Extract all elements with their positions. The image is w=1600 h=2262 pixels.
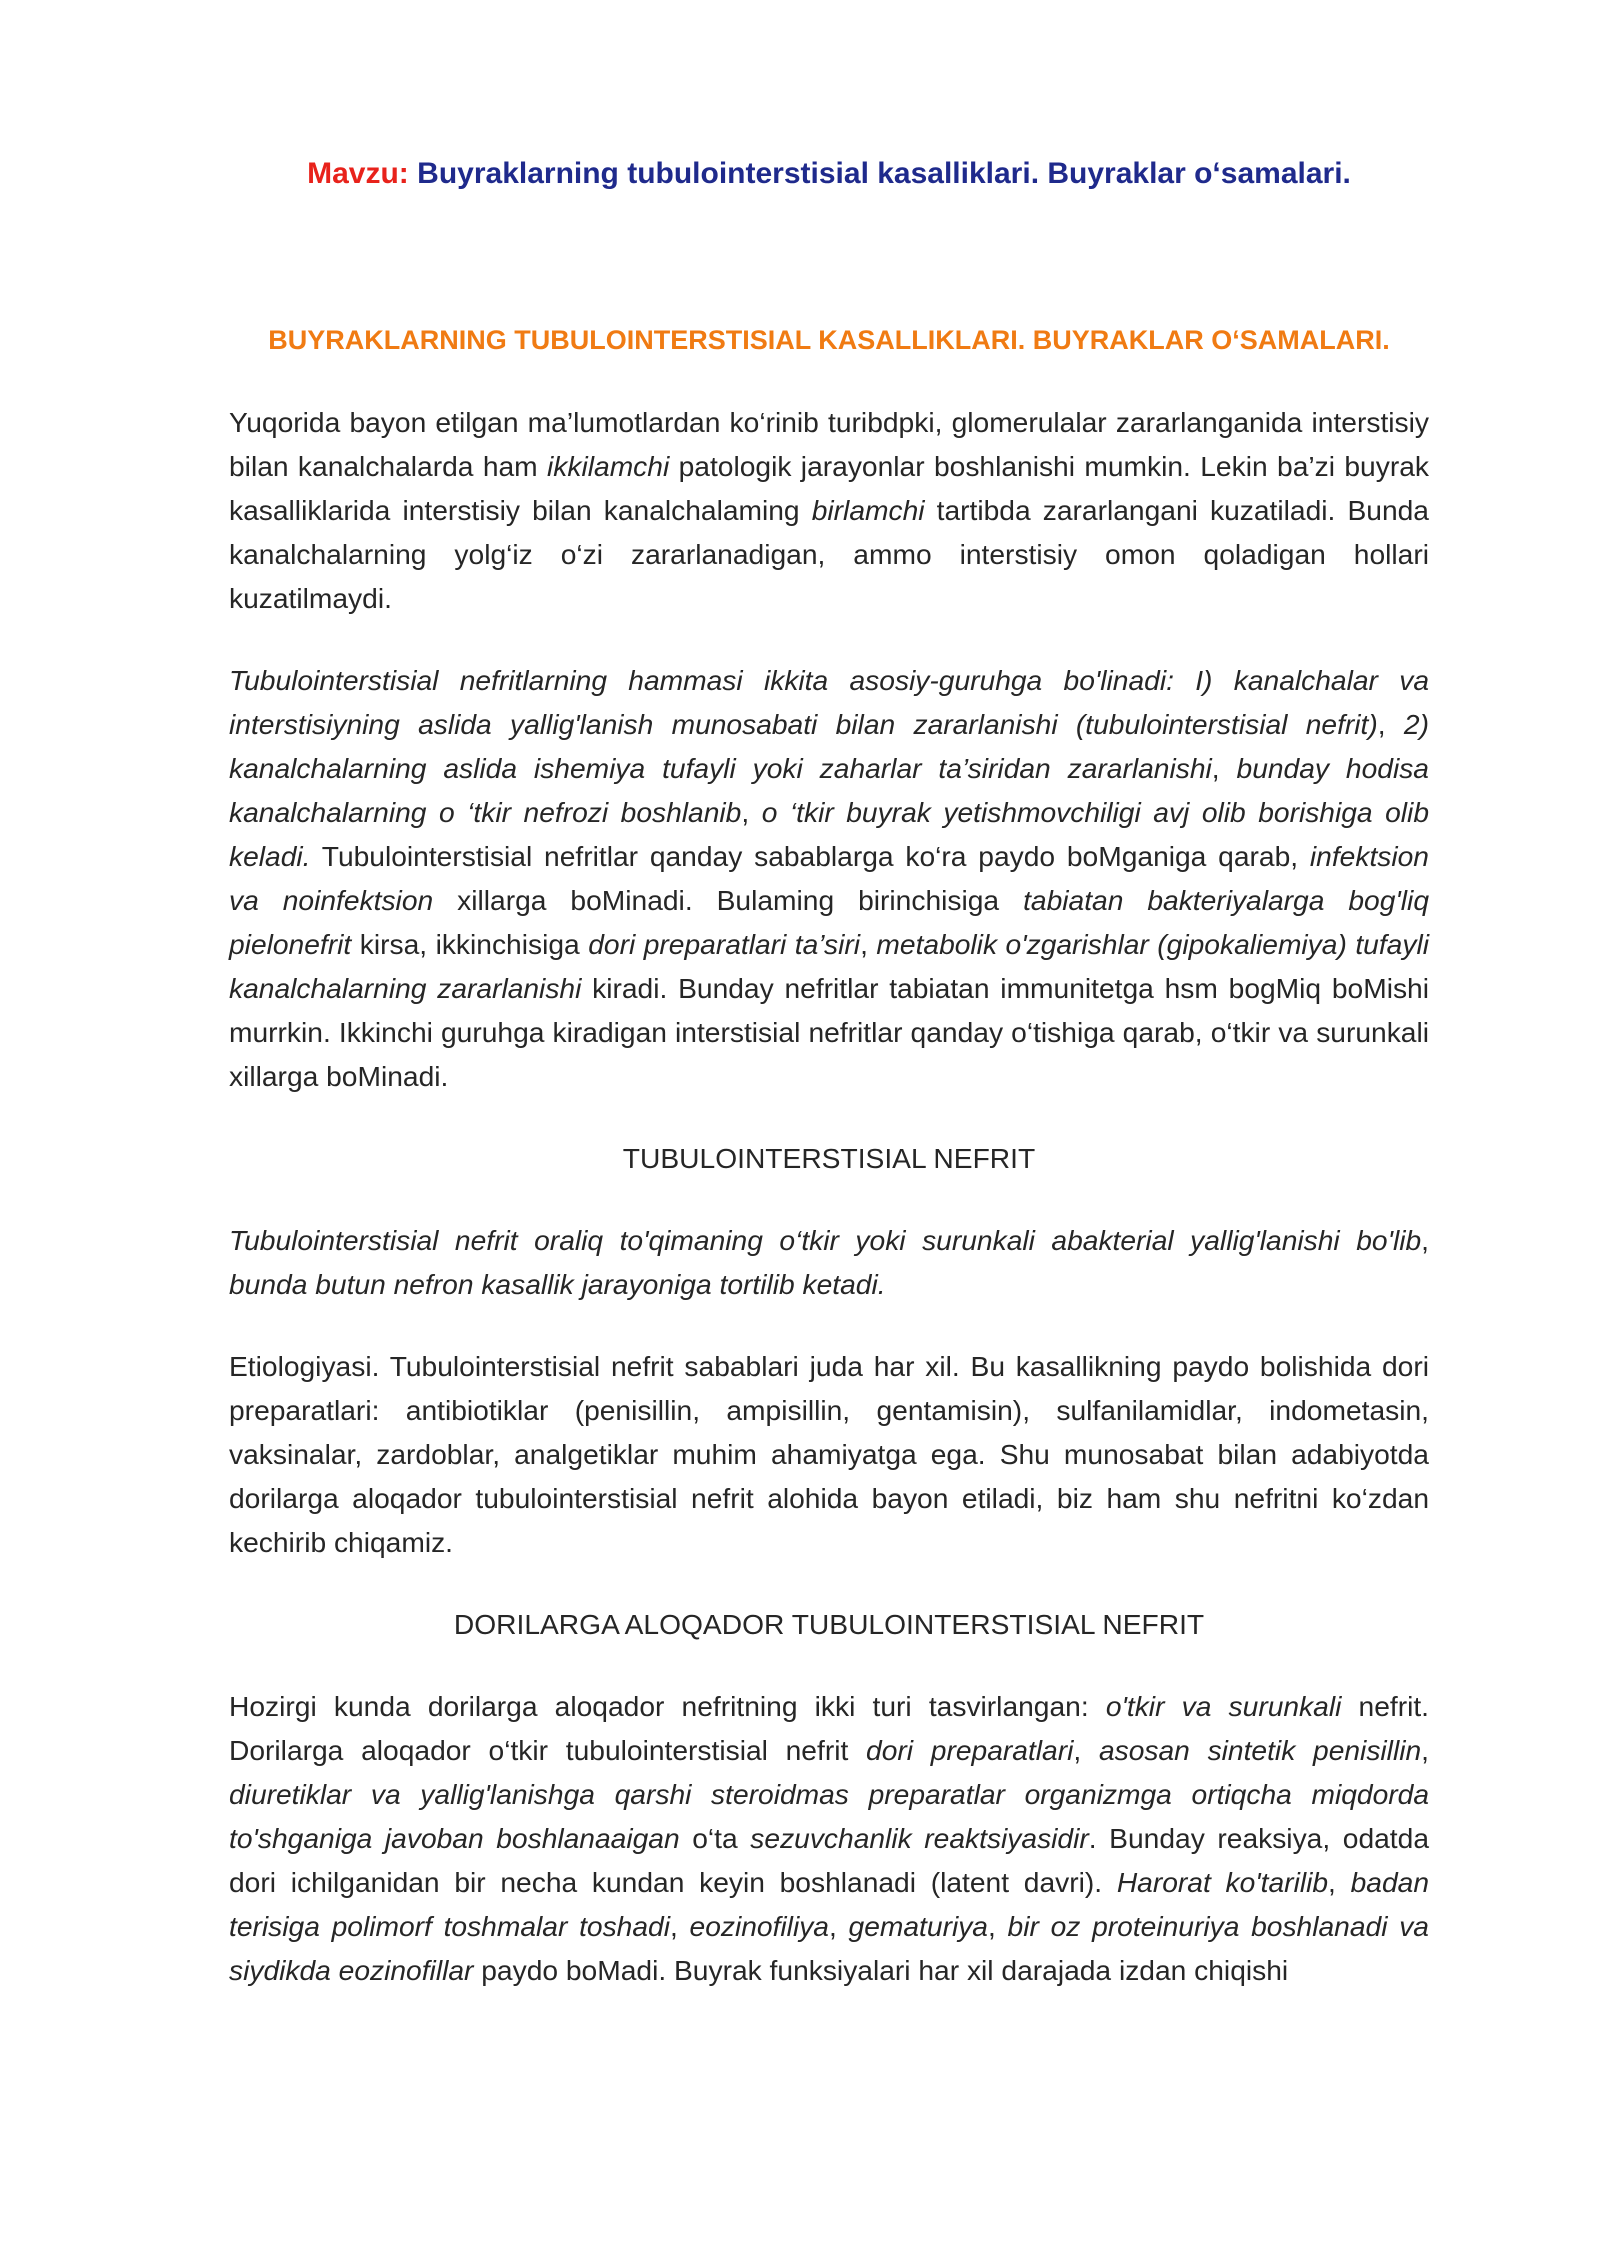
italic-text-run: dori preparatlari ta’siri <box>588 928 861 960</box>
text-run: kirsa, ikkinchisiga <box>351 928 589 960</box>
italic-text-run: o'tkir va surunkali <box>1105 1690 1342 1722</box>
italic-text-run: ikkilamchi <box>547 450 670 482</box>
italic-text-run: eozinofiliya <box>689 1910 829 1942</box>
italic-text-run: o ‘tkir buyrak yetishmovchiligi avj olib borishiga olib keladi. <box>229 796 1429 872</box>
italic-text-run: Tubulointerstisial nefritlarning hammasi ikkita asosiy-guruhga bo'linadi: I) kanalchalar va interstisiyning aslida yallig'lanish munosabati bilan zararlanishi (tubulointerstisial nefrit) <box>229 664 1429 740</box>
italic-text-run: asosan sintetik penisillin <box>1098 1734 1422 1766</box>
italic-text-run: 2) kanalchalarning aslida ishemiya tufayli yoki zaharlar ta’siridan zararlanishi <box>229 708 1429 784</box>
italic-text-run: dori preparatlari <box>866 1734 1074 1766</box>
italic-text-run: badan terisiga polimorf toshmalar toshadi <box>229 1866 1429 1942</box>
italic-text-run: tabiatan bakteriyalarga bog'liq pielonefrit <box>229 884 1429 960</box>
italic-text-run: birlamchi <box>811 494 925 526</box>
italic-text-run: infektsion va noinfektsion <box>229 840 1429 916</box>
italic-text-run: diuretiklar va yallig'lanishga qarshi steroidmas preparatlar organizmga ortiqcha miqdorda to'shganiga javoban boshlanaaigan <box>229 1778 1429 1854</box>
text-run: . Bunday reaksiya, odatda dori ichilganidan bir necha kundan keyin boshlanadi (latent davri). <box>229 1822 1429 1898</box>
text-run: , <box>1377 708 1404 740</box>
paragraph-definition <box>229 1218 1429 1306</box>
paragraph-etiology: Etiologiyasi. Tubulointerstisial nefrit sabablari juda har xil. Bu kasallikning paydo bolishida dori preparatlari: antibiotiklar (penisillin, ampisillin, gentamisin), sulfanilamidlar, indometasin, vaksinalar, zardoblar, analgetiklar muhim ahamiyatga ega. Shu munosabat bilan adabiyotda dorilarga aloqador tubulointerstisial nefrit alohida bayon etiladi, biz ham shu nefritni ko‘zdan kechirib chiqamiz. <box>229 1350 1429 1558</box>
text-run: paydo boMadi. Buyrak funksiyalari har xil darajada izdan chiqishi <box>473 1954 1289 1986</box>
italic-text-run: Harorat ko'tarilib <box>1116 1866 1329 1898</box>
italic-text-run: bunday hodisa kanalchalarning o ‘tkir nefrozi boshlanib <box>229 752 1429 828</box>
text-run: Yuqorida bayon etilgan ma’lumotlardan ko‘rinib turibdpki, glomerulalar zararlanganida interstisiy bilan kanalchalarda ham <box>229 406 1429 482</box>
paragraph-classification <box>229 658 1429 1098</box>
italic-text-run: metabolik o'zgarishlar (gipokaliemiya) tufayli kanalchalarning zararlanishi <box>229 928 1429 1004</box>
text-run: , <box>1073 1734 1099 1766</box>
title-text: Buyraklarning tubulointerstisial kasalliklari. Buyraklar o‘samalari. <box>417 157 1351 190</box>
text-run: , <box>987 1910 1008 1942</box>
text-run: Hozirgi kunda dorilarga aloqador nefritning ikki turi tasvirlangan: <box>229 1690 1106 1722</box>
paragraph-intro <box>229 400 1429 620</box>
section-heading: BUYRAKLARNING TUBULOINTERSTISIAL KASALLIKLARI. BUYRAKLAR O‘SAMALARI. <box>268 325 1390 355</box>
text-run: nefrit. Dorilarga aloqador o‘tkir tubulointerstisial nefrit <box>229 1690 1430 1766</box>
text-run: , <box>828 1910 849 1942</box>
text-run: Tubulointerstisial nefritlar qanday sabablarga ko‘ra paydo boMganiga qarab, <box>310 840 1310 872</box>
text-run: patologik jarayonlar boshlanishi mumkin. Lekin ba’zi buyrak kasalliklarida interstisiy bilan kanalchalaming <box>229 450 1429 526</box>
italic-text-run: bunda butun nefron kasallik jarayoniga tortilib ketadi. <box>229 1268 886 1300</box>
heading-tubulointerstisial-nefrit: TUBULOINTERSTISIAL NEFRIT <box>622 1142 1036 1174</box>
document-body <box>229 400 1429 2030</box>
italic-text-run: Tubulointerstisial nefrit oraliq to'qimaning o‘tkir yoki surunkali abakterial yallig'lanishi bo'lib <box>229 1224 1422 1256</box>
text-run: , <box>1328 1866 1351 1898</box>
text-run: , <box>1211 752 1237 784</box>
document-title <box>229 152 1429 196</box>
paragraph-drug-nefrit <box>229 1684 1429 1992</box>
italic-text-run: bir oz proteinuriya boshlanadi va siydikda eozinofillar <box>229 1910 1429 1986</box>
text-run: , <box>1421 1224 1429 1256</box>
text-run: xillarga boMinadi. Bulaming birinchisiga <box>433 884 1024 916</box>
text-run: o‘ta <box>679 1822 751 1854</box>
title-prefix: Mavzu: <box>307 157 409 190</box>
text-run: , <box>1421 1734 1429 1766</box>
heading-drug-nefrit: DORILARGA ALOQADOR TUBULOINTERSTISIAL NEFRIT <box>453 1608 1205 1640</box>
text-run: , <box>669 1910 690 1942</box>
italic-text-run: sezuvchanlik reaktsiyasidir <box>750 1822 1089 1854</box>
text-run: , <box>860 928 877 960</box>
text-run: tartibda zararlangani kuzatiladi. Bunda kanalchalarning yolg‘iz o‘zi zararlanadigan, ammo interstisiy omon qoladigan hollari kuzatilmaydi. <box>229 494 1429 614</box>
text-run: , <box>741 796 762 828</box>
text-run: kiradi. Bunday nefritlar tabiatan immunitetga hsm bogMiq boMishi murrkin. Ikkinchi guruhga kiradigan interstisial nefritlar qanday o‘tishiga qarab, o‘tkir va surunkali xillarga boMinadi. <box>229 972 1429 1092</box>
italic-text-run: gematuriya <box>848 1910 988 1942</box>
